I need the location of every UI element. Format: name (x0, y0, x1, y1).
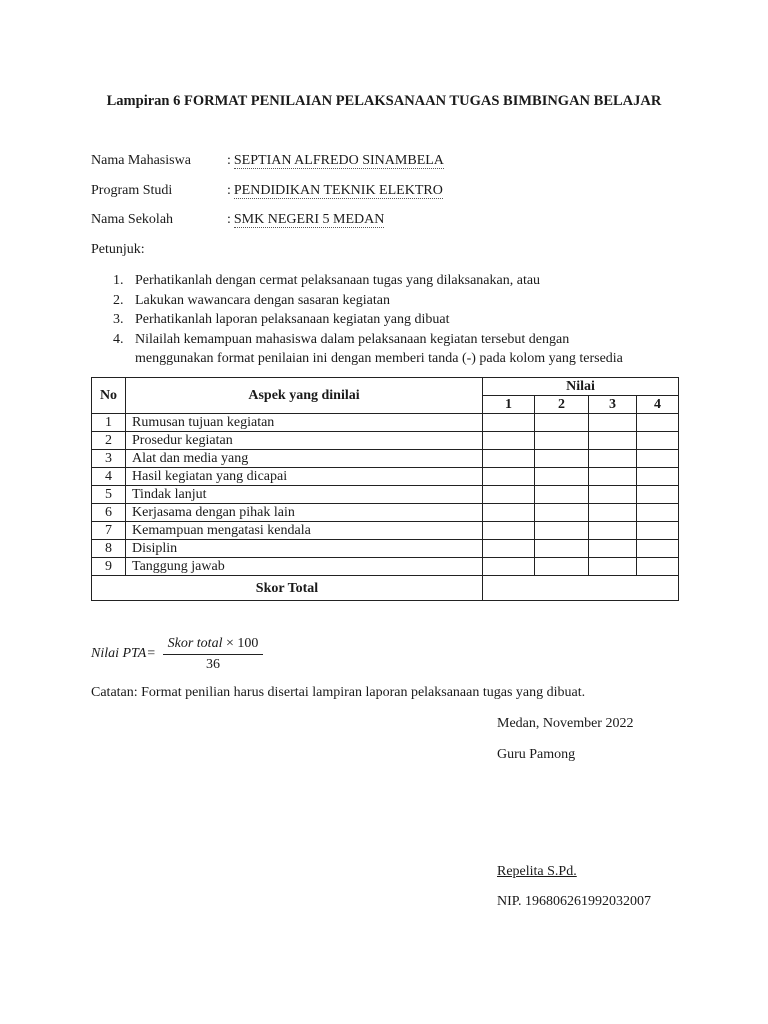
score-cell-1[interactable] (483, 504, 535, 522)
score-cell-1[interactable] (483, 540, 535, 558)
row-number: 9 (92, 558, 126, 576)
score-cell-4[interactable] (637, 432, 679, 450)
instruction-text-continued: menggunakan format penilaian ini dengan memberi tanda (-) pada kolom yang tersedia (135, 351, 623, 366)
table-row (92, 540, 679, 558)
score-cell-3[interactable] (589, 522, 637, 540)
row-aspect: Hasil kegiatan yang dicapai (126, 468, 483, 486)
score-cell-1[interactable] (483, 432, 535, 450)
total-row (92, 576, 679, 601)
score-cell-3[interactable] (589, 468, 637, 486)
row-aspect: Kemampuan mengatasi kendala (126, 522, 483, 540)
table-header-row (92, 378, 679, 396)
score-cell-1[interactable] (483, 450, 535, 468)
score-cell-1[interactable] (483, 558, 535, 576)
row-aspect: Kerjasama dengan pihak lain (126, 504, 483, 522)
instruction-number: 3. (113, 312, 124, 327)
score-cell-4[interactable] (637, 558, 679, 576)
score-cell-4[interactable] (637, 468, 679, 486)
instruction-item (91, 310, 691, 330)
score-header-1: 1 (483, 396, 535, 414)
score-cell-4[interactable] (637, 450, 679, 468)
score-cell-3[interactable] (589, 432, 637, 450)
score-cell-2[interactable] (535, 432, 589, 450)
instruction-item (91, 271, 691, 291)
assessment-table (91, 377, 679, 601)
numerator-variable: Skor total (167, 636, 223, 651)
score-cell-4[interactable] (637, 414, 679, 432)
score-cell-3[interactable] (589, 540, 637, 558)
score-cell-2[interactable] (535, 522, 589, 540)
instruction-item (91, 330, 691, 369)
score-cell-4[interactable] (637, 540, 679, 558)
score-header-3: 3 (589, 396, 637, 414)
row-aspect: Tindak lanjut (126, 486, 483, 504)
signature-nip: NIP. 196806261992032007 (497, 894, 652, 909)
table-row (92, 558, 679, 576)
formula-numerator (163, 636, 263, 655)
instruction-list (91, 271, 691, 369)
separator-colon: : (227, 212, 231, 227)
score-cell-2[interactable] (535, 504, 589, 522)
table-row (92, 504, 679, 522)
table-row (92, 414, 679, 432)
score-header-2: 2 (535, 396, 589, 414)
prodi-value: PENDIDIKAN TEKNIK ELEKTRO (233, 183, 443, 198)
instruction-number: 1. (113, 273, 124, 288)
sekolah-value-wrap (227, 212, 384, 228)
score-cell-4[interactable] (637, 504, 679, 522)
mahasiswa-value-wrap (227, 153, 444, 169)
row-aspect: Tanggung jawab (126, 558, 483, 576)
table-row (92, 486, 679, 504)
instruction-text: Perhatikanlah dengan cermat pelaksanaan tugas yang dilaksanakan, atau (135, 273, 541, 288)
score-cell-4[interactable] (637, 522, 679, 540)
row-aspect: Rumusan tujuan kegiatan (126, 414, 483, 432)
score-cell-1[interactable] (483, 468, 535, 486)
row-aspect: Alat dan media yang (126, 450, 483, 468)
score-cell-3[interactable] (589, 450, 637, 468)
score-header-4: 4 (637, 396, 679, 414)
formula-denominator: 36 (206, 657, 220, 672)
score-cell-3[interactable] (589, 504, 637, 522)
signature-role: Guru Pamong (497, 747, 576, 762)
table-row (92, 468, 679, 486)
col-header-nilai: Nilai (483, 378, 679, 396)
numerator-multiplier: × 100 (225, 636, 259, 651)
instruction-item (91, 291, 691, 311)
row-number: 1 (92, 414, 126, 432)
signature-place-date: Medan, November 2022 (497, 716, 634, 731)
total-label: Skor Total (92, 576, 483, 601)
formula-fraction (163, 636, 263, 673)
document-title: Lampiran 6 FORMAT PENILAIAN PELAKSANAAN TUGAS BIMBINGAN BELAJAR (106, 93, 662, 109)
table-row (92, 450, 679, 468)
row-number: 4 (92, 468, 126, 486)
total-score-cell[interactable] (483, 576, 679, 601)
row-number: 3 (92, 450, 126, 468)
table-row (92, 432, 679, 450)
instruction-text: Perhatikanlah laporan pelaksanaan kegiatan yang dibuat (135, 312, 450, 327)
separator-colon: : (227, 153, 231, 168)
separator-colon: : (227, 183, 231, 198)
score-cell-2[interactable] (535, 468, 589, 486)
instruction-text: Nilailah kemampuan mahasiswa dalam pelaksanaan kegiatan tersebut dengan (135, 331, 570, 347)
catatan-note: Catatan: Format penilian harus disertai lampiran laporan pelaksanaan tugas yang dibuat. (91, 685, 586, 700)
instruction-text: Lakukan wawancara dengan sasaran kegiatan (135, 292, 390, 308)
sekolah-value: SMK NEGERI 5 MEDAN (233, 212, 385, 227)
row-number: 7 (92, 522, 126, 540)
score-cell-4[interactable] (637, 486, 679, 504)
score-cell-1[interactable] (483, 414, 535, 432)
col-header-aspek: Aspek yang dinilai (126, 378, 483, 414)
score-cell-3[interactable] (589, 558, 637, 576)
score-cell-1[interactable] (483, 522, 535, 540)
score-cell-1[interactable] (483, 486, 535, 504)
score-cell-3[interactable] (589, 486, 637, 504)
prodi-value-wrap (227, 183, 443, 199)
petunjuk-label: Petunjuk: (91, 242, 145, 257)
mahasiswa-label: Nama Mahasiswa (91, 153, 191, 168)
col-header-no: No (92, 378, 126, 414)
score-cell-2[interactable] (535, 486, 589, 504)
row-number: 8 (92, 540, 126, 558)
signature-name-text: Repelita S.Pd. (497, 864, 577, 879)
mahasiswa-value: SEPTIAN ALFREDO SINAMBELA (233, 153, 444, 168)
score-cell-2[interactable] (535, 414, 589, 432)
score-cell-2[interactable] (535, 450, 589, 468)
sekolah-label: Nama Sekolah (91, 212, 174, 227)
prodi-label: Program Studi (91, 183, 173, 198)
score-cell-3[interactable] (589, 414, 637, 432)
row-number: 5 (92, 486, 126, 504)
signature-name (497, 864, 577, 880)
instruction-number: 2. (113, 292, 124, 308)
score-cell-2[interactable] (535, 558, 589, 576)
row-aspect: Prosedur kegiatan (126, 432, 483, 450)
row-number: 6 (92, 504, 126, 522)
table-body (92, 378, 679, 601)
row-aspect: Disiplin (126, 540, 483, 558)
table-row (92, 522, 679, 540)
score-cell-2[interactable] (535, 540, 589, 558)
row-number: 2 (92, 432, 126, 450)
instruction-number: 4. (113, 331, 124, 347)
formula-lhs: Nilai PTA= (91, 646, 156, 661)
